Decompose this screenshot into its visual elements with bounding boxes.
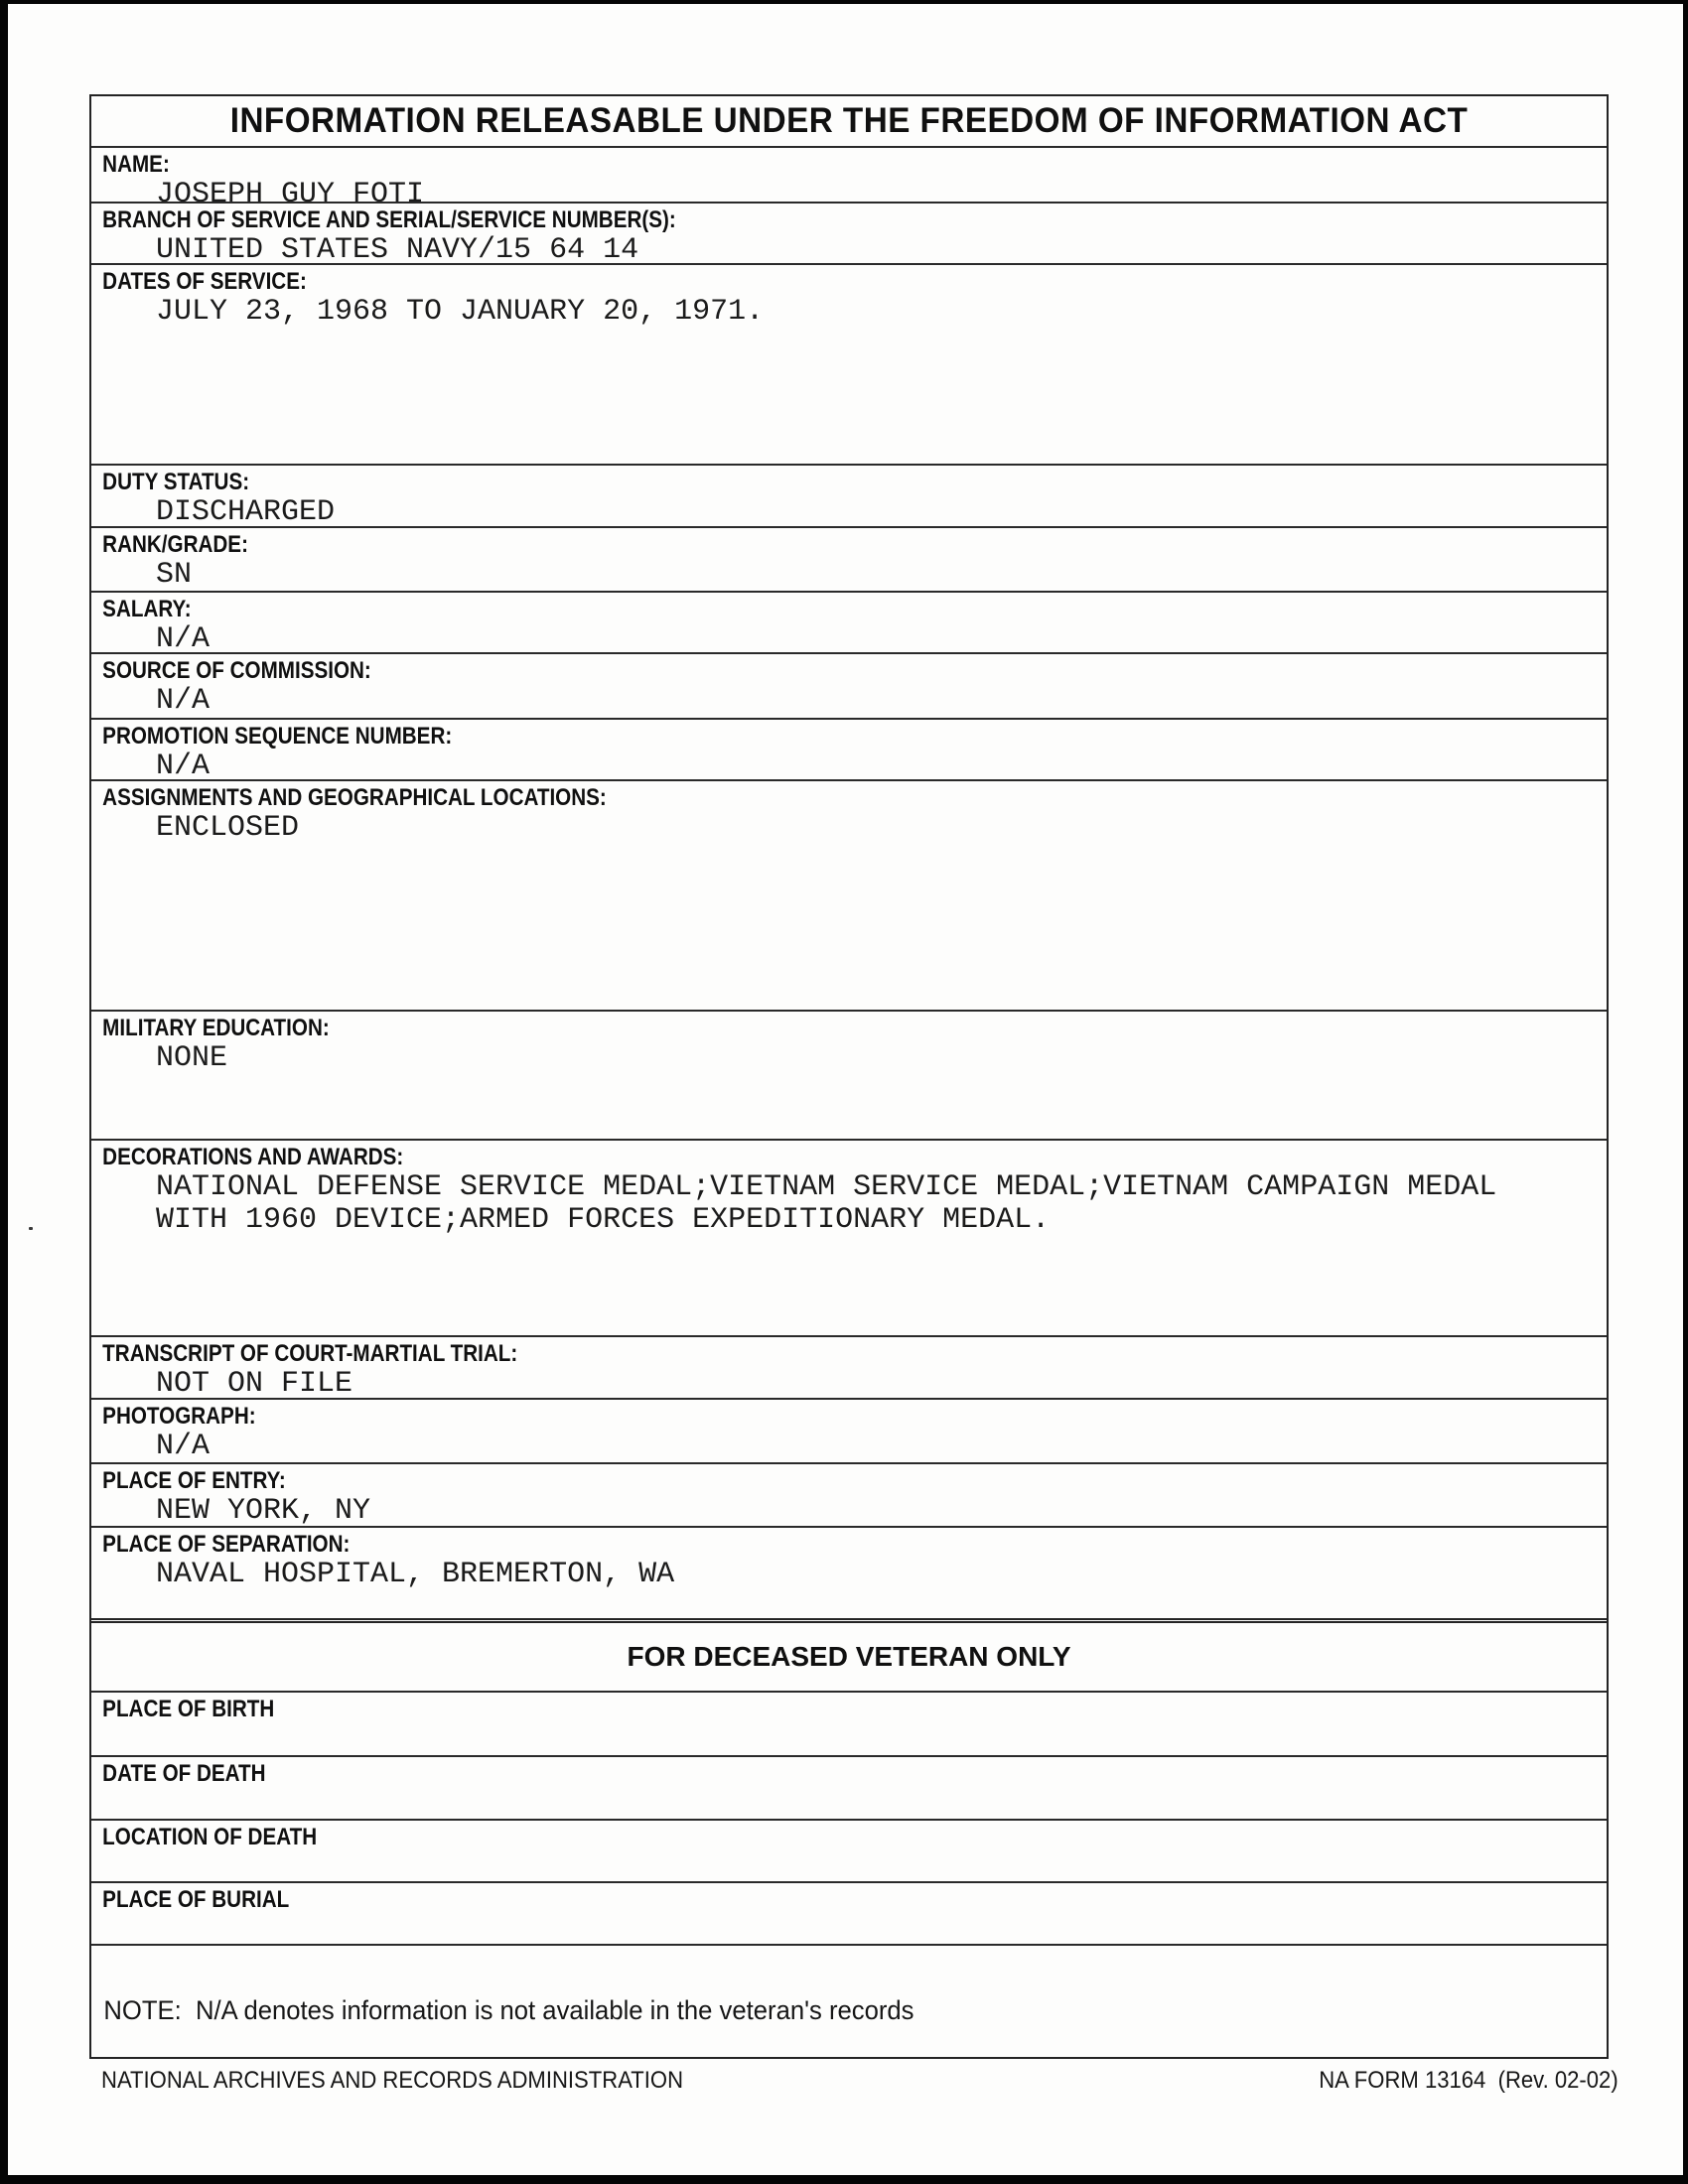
- name-label: NAME:: [102, 151, 170, 178]
- field-row-place-of-entry: [91, 1464, 1607, 1528]
- field-row-decorations: [91, 1141, 1607, 1337]
- field-row-promotion-sequence: [91, 720, 1607, 781]
- branch-of-service-value: UNITED STATES NAVY/15 64 14: [156, 233, 639, 265]
- place-of-burial-label: PLACE OF BURIAL: [102, 1886, 290, 1913]
- place-of-separation-label: PLACE OF SEPARATION:: [102, 1531, 351, 1558]
- branch-of-service-label: BRANCH OF SERVICE AND SERIAL/SERVICE NUMBER(S):: [102, 206, 676, 233]
- name-value: JOSEPH GUY FOTI: [156, 178, 425, 204]
- field-row-place-of-birth: [91, 1693, 1607, 1757]
- decorations-value-line-2: WITH 1960 DEVICE;ARMED FORCES EXPEDITIONARY MEDAL.: [156, 1203, 1051, 1237]
- place-of-birth-label: PLACE OF BIRTH: [102, 1696, 275, 1722]
- deceased-section-title: FOR DECEASED VETERAN ONLY: [627, 1641, 1071, 1672]
- form-title-row: [91, 96, 1607, 148]
- salary-label: SALARY:: [102, 596, 192, 622]
- photograph-value: N/A: [156, 1430, 211, 1463]
- field-row-salary: [91, 593, 1607, 654]
- court-martial-transcript-label: TRANSCRIPT OF COURT-MARTIAL TRIAL:: [102, 1340, 518, 1367]
- place-of-separation-value: NAVAL HOSPITAL, BREMERTON, WA: [156, 1558, 675, 1591]
- field-row-branch-of-service: [91, 204, 1607, 265]
- field-row-dates-of-service: [91, 265, 1607, 466]
- field-row-court-martial-transcript: [91, 1337, 1607, 1400]
- dates-of-service-label: DATES OF SERVICE:: [102, 268, 307, 295]
- field-row-photograph: [91, 1400, 1607, 1464]
- military-education-value: NONE: [156, 1041, 228, 1075]
- note-text: NOTE: N/A denotes information is not available in the veteran's records: [103, 1995, 914, 2025]
- footer-agency: NATIONAL ARCHIVES AND RECORDS ADMINISTRATION: [101, 2067, 684, 2094]
- note-row: [91, 1946, 1607, 2057]
- source-of-commission-value: N/A: [156, 684, 211, 718]
- field-row-place-of-separation: [91, 1528, 1607, 1618]
- deceased-section-header-row: [91, 1618, 1607, 1693]
- salary-value: N/A: [156, 622, 211, 654]
- scan-speck: [29, 1227, 33, 1230]
- place-of-entry-value: NEW YORK, NY: [156, 1494, 371, 1528]
- field-row-duty-status: [91, 466, 1607, 528]
- promotion-sequence-label: PROMOTION SEQUENCE NUMBER:: [102, 723, 453, 750]
- photograph-label: PHOTOGRAPH:: [102, 1403, 256, 1430]
- duty-status-label: DUTY STATUS:: [102, 469, 250, 495]
- assignments-value: ENCLOSED: [156, 811, 300, 845]
- court-martial-transcript-value: NOT ON FILE: [156, 1367, 353, 1400]
- footer-form-number: NA FORM 13164 (Rev. 02-02): [1319, 2067, 1618, 2094]
- promotion-sequence-value: N/A: [156, 750, 211, 781]
- duty-status-value: DISCHARGED: [156, 495, 336, 528]
- paper: [8, 4, 1683, 2175]
- assignments-label: ASSIGNMENTS AND GEOGRAPHICAL LOCATIONS:: [102, 784, 607, 811]
- decorations-label: DECORATIONS AND AWARDS:: [102, 1144, 404, 1170]
- field-row-date-of-death: [91, 1757, 1607, 1821]
- decorations-value-line-1: NATIONAL DEFENSE SERVICE MEDAL;VIETNAM SERVICE MEDAL;VIETNAM CAMPAIGN MEDAL: [156, 1170, 1497, 1204]
- field-row-assignments: [91, 781, 1607, 1012]
- dates-of-service-value: JULY 23, 1968 TO JANUARY 20, 1971.: [156, 295, 765, 329]
- foia-form-table: [89, 94, 1609, 2059]
- field-row-rank-grade: [91, 528, 1607, 593]
- military-education-label: MILITARY EDUCATION:: [102, 1015, 330, 1041]
- location-of-death-label: LOCATION OF DEATH: [102, 1824, 318, 1850]
- place-of-entry-label: PLACE OF ENTRY:: [102, 1467, 286, 1494]
- page-footer: [101, 2067, 1618, 2095]
- source-of-commission-label: SOURCE OF COMMISSION:: [102, 657, 371, 684]
- field-row-location-of-death: [91, 1821, 1607, 1883]
- field-row-place-of-burial: [91, 1883, 1607, 1946]
- date-of-death-label: DATE OF DEATH: [102, 1760, 266, 1787]
- rank-grade-label: RANK/GRADE:: [102, 531, 248, 558]
- field-row-military-education: [91, 1012, 1607, 1141]
- field-row-name: [91, 148, 1607, 204]
- form-title: INFORMATION RELEASABLE UNDER THE FREEDOM OF INFORMATION ACT: [229, 101, 1469, 140]
- field-row-source-of-commission: [91, 654, 1607, 720]
- rank-grade-value: SN: [156, 558, 193, 592]
